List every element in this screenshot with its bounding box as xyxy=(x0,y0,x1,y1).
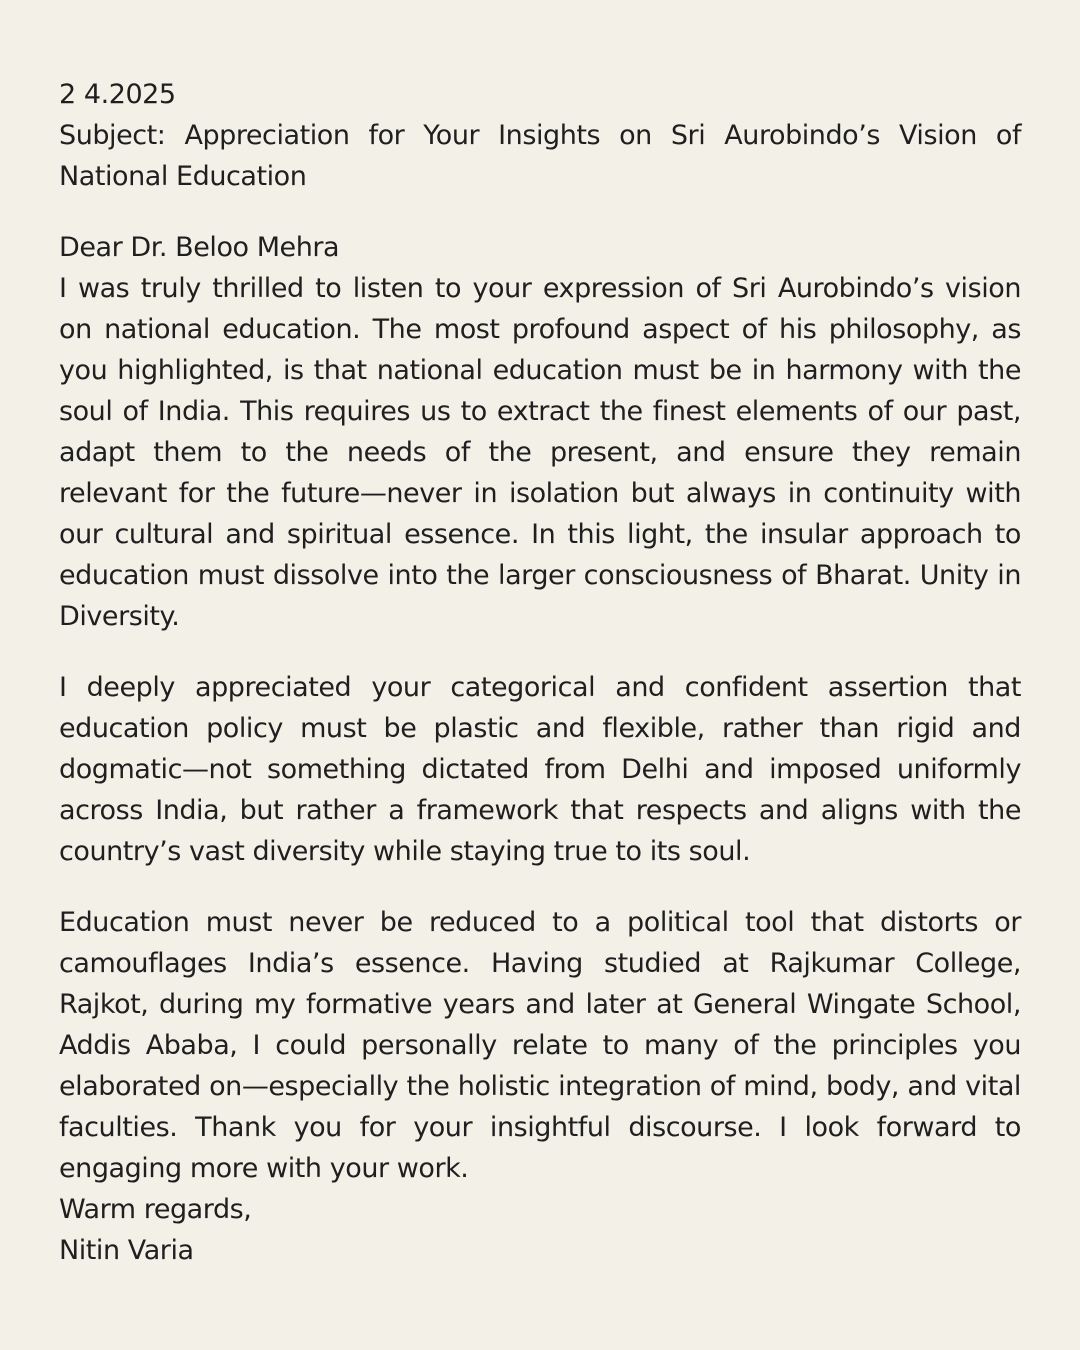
letter-closing: Warm regards, xyxy=(59,1194,252,1225)
letter-paragraph-2: I deeply appreciated your categorical and confident assertion that education policy must be plastic and flexible, rather than rigid and dogmatic—not something dictated from Delhi and imposed uniformly across India, but rather a framework that respects and aligns with the country’s vast diversity while staying true to its soul. xyxy=(59,672,1021,867)
letter-signature: Nitin Varia xyxy=(59,1235,194,1266)
letter xyxy=(59,74,1021,1271)
letter-paragraph-1: I was truly thrilled to listen to your expression of Sri Aurobindo’s vision on national education. The most profound aspect of his philosophy, as you highlighted, is that national education must be in harmony with the soul of India. This requires us to extract the finest elements of our past, adapt them to the needs of the present, and ensure they remain relevant for the future—never in isolation but always in continuity with our cultural and spiritual essence. In this light, the insular approach to education must dissolve into the larger consciousness of Bharat. Unity in Diversity. xyxy=(59,273,1021,632)
letter-subject: Subject: Appreciation for Your Insights on Sri Aurobindo’s Vision of National Education xyxy=(59,120,1021,192)
letter-date: 2 4.2025 xyxy=(59,79,176,110)
letter-salutation: Dear Dr. Beloo Mehra xyxy=(59,232,340,263)
letter-paragraph-3: Education must never be reduced to a political tool that distorts or camouflages India’s essence. Having studied at Rajkumar College, Rajkot, during my formative years and later at General Wingate School, Addis Ababa, I could personally relate to many of the principles you elaborated on—especially the holistic integration of mind, body, and vital faculties. Thank you for your insightful discourse. I look forward to engaging more with your work. xyxy=(59,907,1021,1184)
